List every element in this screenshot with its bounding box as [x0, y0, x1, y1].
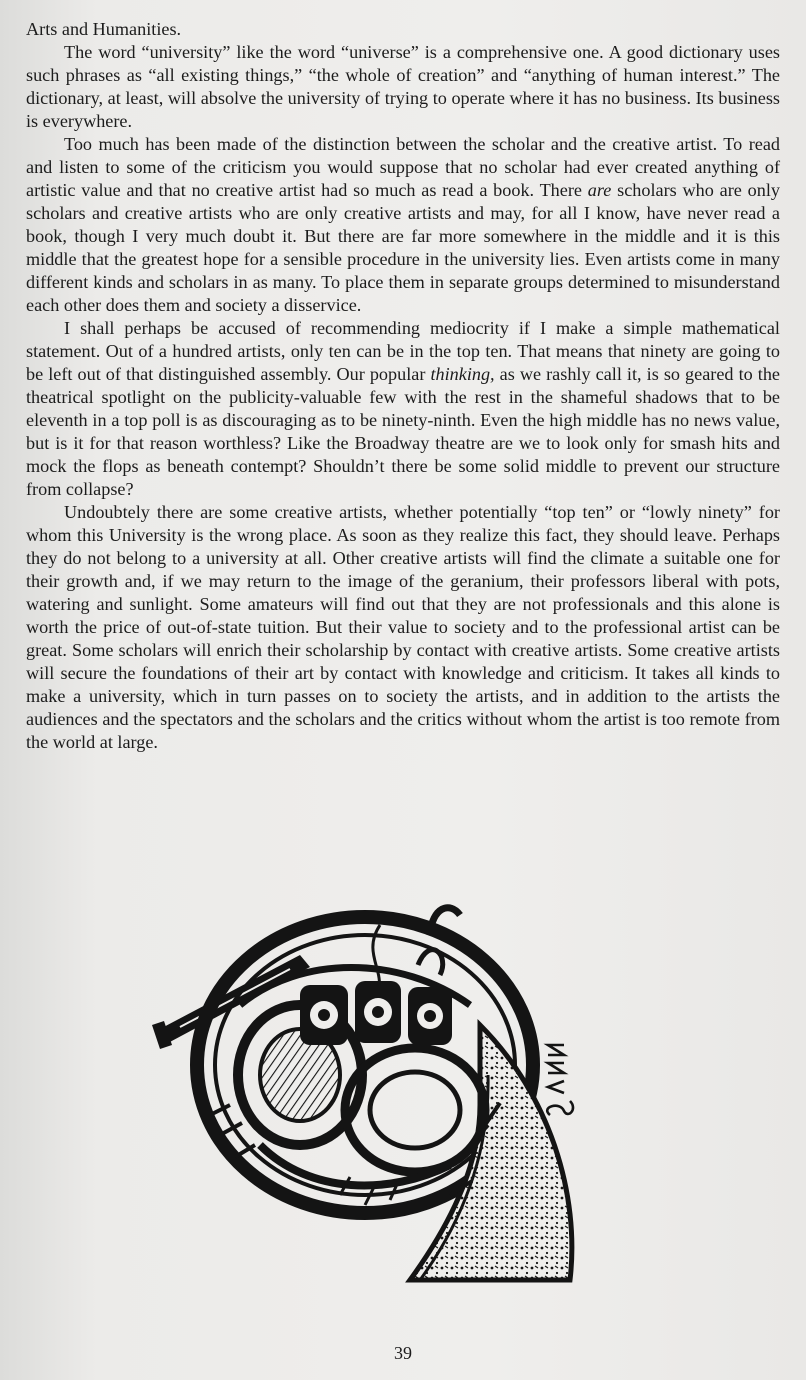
- paragraph-text: scholars who are only scholars and creative artists who are only creative artists and may, for all I know, have never read a book, though I very much doubt it. But there are far more somewhere in the middle and it is this middle that the greatest hope for a sensible procedure in the university lies. Even artists come in many different kinds and scholars in as many. To place them in separate groups determined to misunderstand each other does them and society a disservice.: [26, 180, 780, 315]
- page-number: 39: [394, 1343, 412, 1363]
- section-heading-line: Arts and Humanities.: [26, 19, 182, 39]
- paragraph-scholar-artist: [26, 133, 780, 317]
- paragraph-text: as we rashly call it, is so geared to the theatrical spotlight on the publicity-valuable few with the rest in the shameful shadows that to be eleventh in a top poll is as discouraging as to be ninety-ninth. Even the high middle has no news value, but is it for that reason worthless? Like the Broadway theatre are we to look only for smash hits and mock the flops as beneath contempt? Shouldn’t there be some solid middle to prevent our structure from collapse?: [26, 364, 780, 499]
- french-horn-illustration: [150, 895, 610, 1285]
- article-body: [26, 18, 780, 754]
- paragraph-text: I shall perhaps be accused of recommending mediocrity if I make a simple mathematical statement. Out of a hundred artists, only ten can be in the top ten. That means that ninety are going to be left out of that distinguished assembly. Our popular: [26, 318, 780, 384]
- paragraph-mediocrity: [26, 317, 780, 501]
- paragraph-creative-artists: Undoubtely there are some creative artists, whether potentially “top ten” or “lowly ninety” for whom this University is the wrong place. As soon as they realize this fact, they should leave. Perhaps they do not belong to a university at all. Other creative artists will find the climate a suitable one for their growth and, if we may return to the image of the geranium, their professors liberal with pots, watering and sunlight. Some amateurs will find out that they are not professionals and this alone is worth the price of out-of-state tuition. But their value to society and to the professional artist can be great. Some scholars will enrich their scholarship by contact with creative artists. Some creative artists will secure the foundations of their art by contact with knowledge and criticism. It takes all kinds to make a university, which in turn passes on to society the artists, and in addition to the artists the audiences and the spectators and the scholars and the critics without whom the artist is too remote from the world at large.: [26, 502, 780, 752]
- emphasis-text: thinking,: [430, 364, 495, 384]
- paragraph-university: The word “university” like the word “universe” is a comprehensive one. A good dictionary uses such phrases as “all existing things,” “the whole of creation” and “anything of human interest.” The dictionary, at least, will absolve the university of trying to operate where it has no business. Its business is everywhere.: [26, 42, 780, 131]
- emphasis-text: are: [587, 180, 612, 200]
- paragraph-text: Too much has been made of the distinction between the scholar and the creative artist. To read and listen to some of the criticism you would suppose that no scholar had ever created anything of artistic value and that no creative artist had so much as read a book. There: [26, 134, 780, 200]
